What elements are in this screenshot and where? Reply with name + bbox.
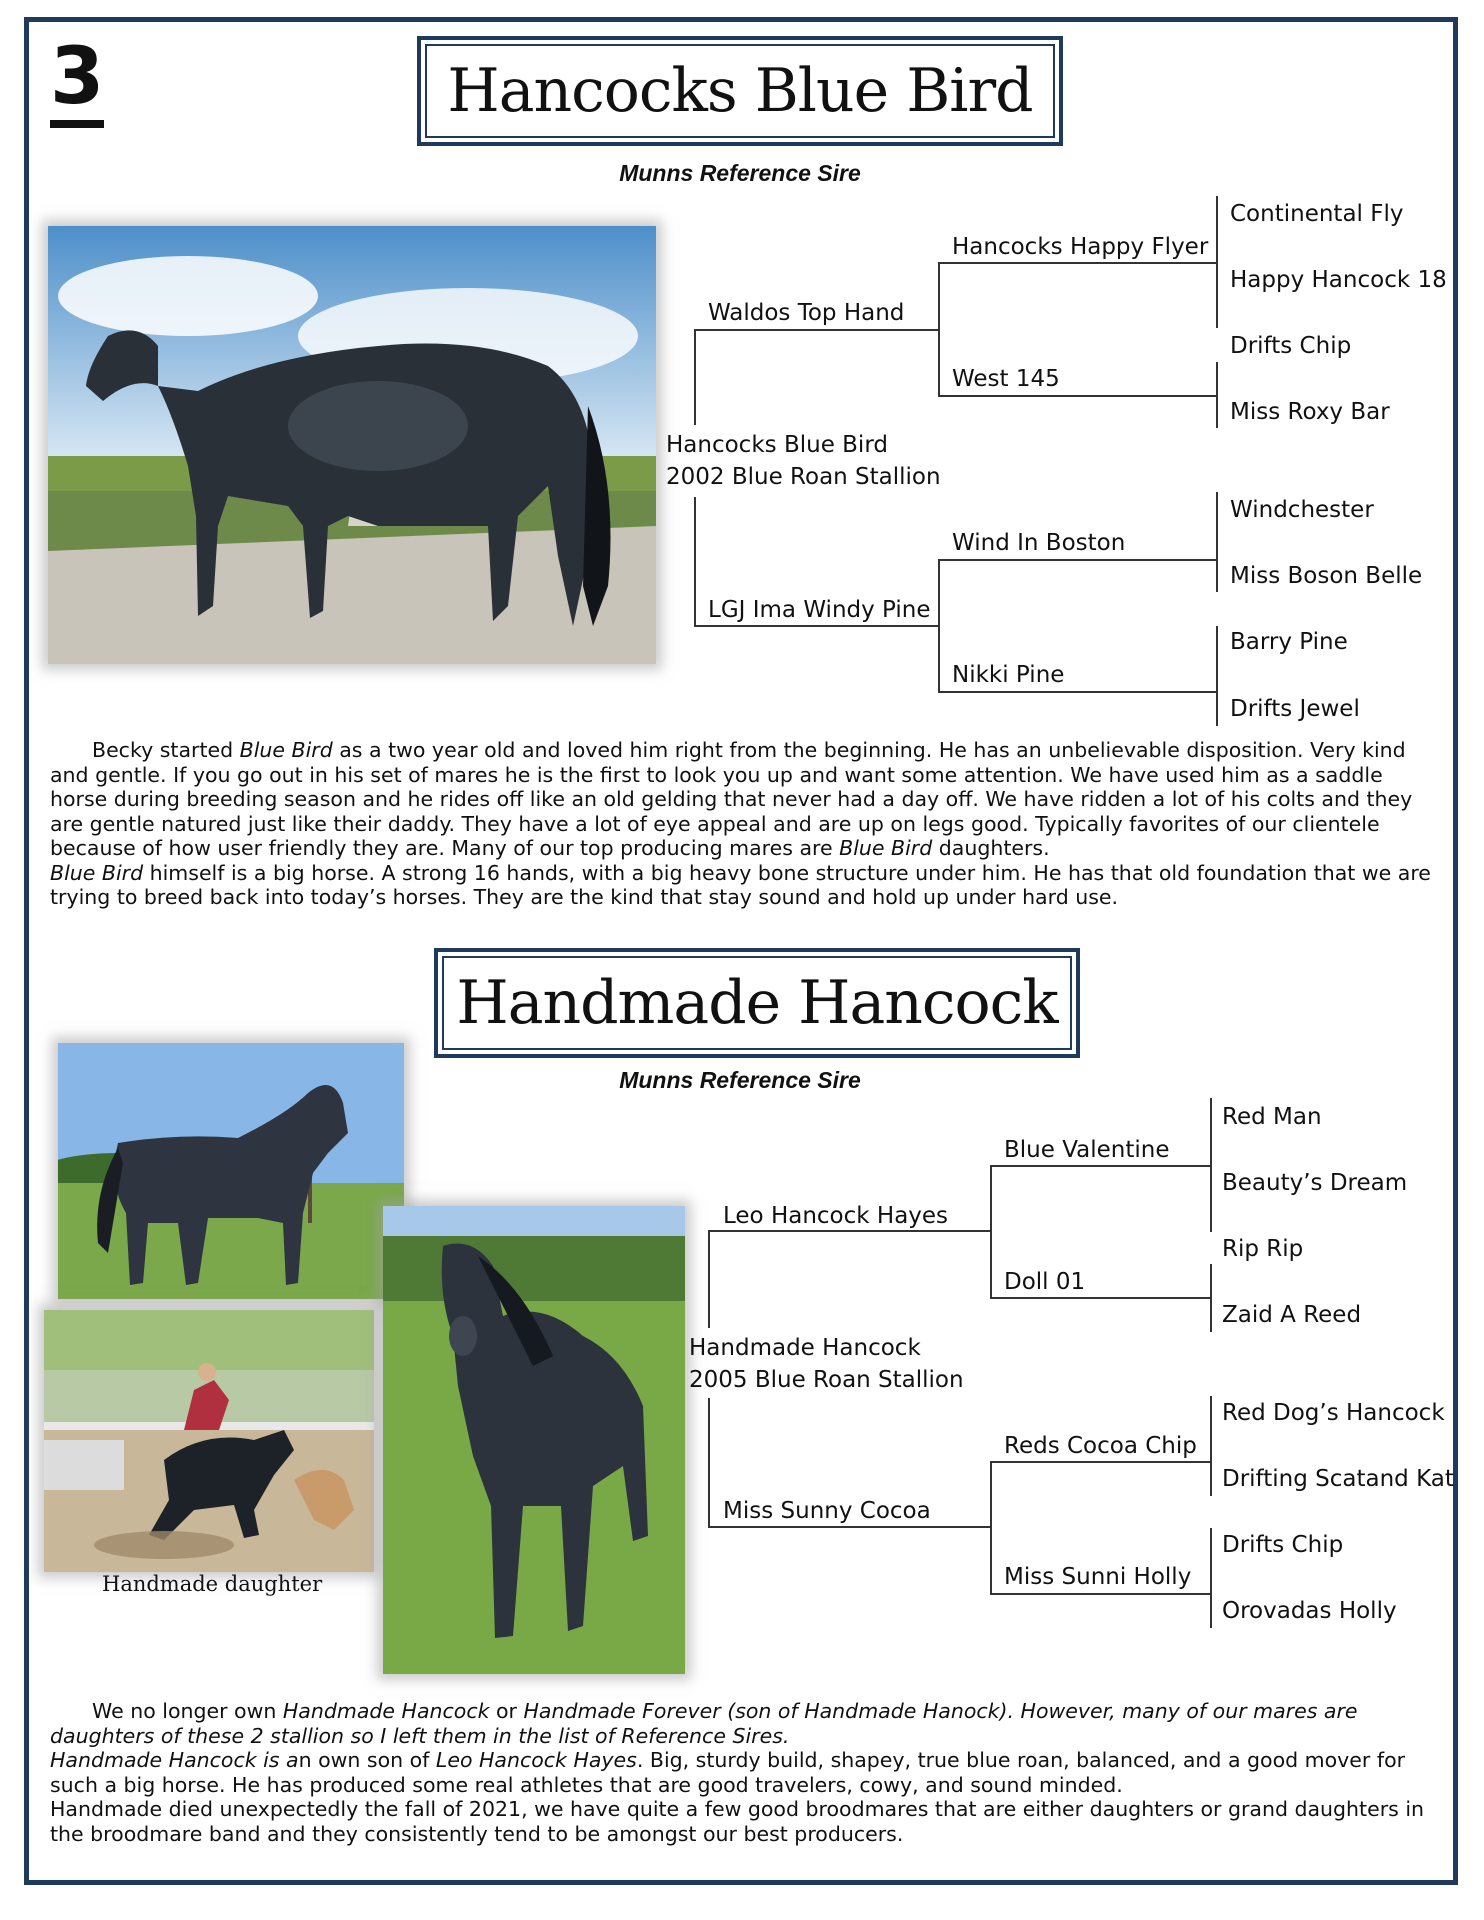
sire-name: Leo Hancock Hayes — [723, 1203, 949, 1229]
ancestor-7: Drifts Chip — [1222, 1532, 1344, 1558]
sire-sire-name: Hancocks Happy Flyer — [952, 234, 1209, 260]
ancestor-1: Continental Fly — [1230, 201, 1404, 227]
dam-sire-line — [990, 1461, 1210, 1463]
italic-horse-name: Blue Bird — [50, 860, 144, 885]
text-run: or — [489, 1699, 524, 1723]
handmade-hancock-photo-front — [383, 1206, 685, 1674]
italic-horse-name: Leo Hancock Hayes — [435, 1748, 637, 1772]
sire-dam-line — [938, 395, 1216, 397]
subject-description: 2005 Blue Roan Stallion — [689, 1367, 964, 1393]
text-run: We no longer own — [92, 1699, 283, 1723]
text-run: n own son of — [298, 1748, 436, 1772]
section1-subtitle: Munns Reference Sire — [619, 160, 861, 186]
subject-name: Hancocks Blue Bird — [666, 432, 888, 458]
section1-paragraph-1 — [50, 738, 1440, 861]
subject-description: 2002 Blue Roan Stallion — [666, 464, 941, 490]
sire-dam-name: Doll 01 — [1004, 1269, 1086, 1295]
sire-branch-vertical — [938, 262, 940, 396]
photo-caption: Handmade daughter — [102, 1572, 323, 1596]
g4-bracket — [1216, 626, 1218, 726]
sire-dam-line — [990, 1297, 1210, 1299]
hancocks-blue-bird-photo — [48, 226, 656, 664]
dam-dam-name: Miss Sunni Holly — [1004, 1564, 1192, 1590]
section1-title-box — [417, 36, 1063, 146]
dam-line — [708, 1526, 990, 1528]
sire-line — [694, 329, 938, 331]
g1-bracket — [1210, 1098, 1212, 1232]
sire-dam-name: West 145 — [952, 366, 1060, 392]
text-run: as a two year old and loved him right from the beginning. He has an unbelievable disposition. Very kind and gentle. If you go out in his set of mares he is the first to look you up and want some attention. We have used him as a saddle horse during breeding season and he rides off like an old gelding that never had a day off. We have ridden a lot of his colts and they are gentle natured just like their daddy. They have a lot of eye appeal and are up on legs good. Typically favorites of our clientele because of how user friendly they are. Many of our top producing mares are — [50, 738, 1413, 860]
ancestor-8: Drifts Jewel — [1230, 696, 1360, 722]
dam-name: LGJ Ima Windy Pine — [708, 597, 931, 623]
ancestor-5: Red Dog’s Hancock — [1222, 1400, 1445, 1426]
dam-branch-vertical — [990, 1461, 992, 1593]
dam-dam-name: Nikki Pine — [952, 662, 1065, 688]
italic-horse-name: Blue Bird — [239, 738, 333, 762]
italic-horse-name: Handmade Hancock — [282, 1699, 490, 1723]
section2-description — [50, 1699, 1440, 1846]
section1-description — [50, 738, 1440, 910]
ancestor-3: Rip Rip — [1222, 1236, 1304, 1262]
ancestor-1: Red Man — [1222, 1104, 1322, 1130]
sire-line — [708, 1230, 990, 1232]
ancestor-4: Zaid A Reed — [1222, 1302, 1362, 1328]
dam-branch-vertical — [938, 559, 940, 691]
dam-dam-line — [938, 691, 1216, 693]
dam-dam-line — [990, 1593, 1210, 1595]
handmade-hancock-photo-standing — [58, 1043, 404, 1299]
ancestor-6: Drifting Scatand Kat — [1222, 1466, 1454, 1492]
section1-title: Hancocks Blue Bird — [425, 44, 1055, 138]
sire-branch-vertical — [990, 1165, 992, 1297]
dam-name: Miss Sunny Cocoa — [723, 1498, 931, 1524]
sire-name: Waldos Top Hand — [708, 300, 905, 326]
section2-subtitle: Munns Reference Sire — [619, 1067, 861, 1093]
g3-bracket — [1216, 492, 1218, 592]
section2-title: Handmade Hancock — [442, 956, 1072, 1050]
sire-vertical-line — [694, 329, 696, 425]
section2-title-box — [434, 948, 1080, 1058]
dam-vertical-line — [708, 1398, 710, 1526]
italic-horse-name: Handmade Hancock is a — [50, 1748, 299, 1772]
g2-bracket — [1216, 362, 1218, 428]
handmade-daughter-photo — [44, 1310, 374, 1572]
dam-vertical-line — [694, 497, 696, 625]
subject-name: Handmade Hancock — [689, 1335, 921, 1361]
text-run: . Big, sturdy build, shapey, true blue roan, balanced, and a good mover for such a big horse. He has produced some real athletes that are good travelers, cowy, and sound minded. — [50, 1748, 1406, 1797]
dam-sire-line — [938, 559, 1216, 561]
sire-vertical-line — [708, 1230, 710, 1328]
sire-sire-line — [990, 1165, 1210, 1167]
ancestor-2: Beauty’s Dream — [1222, 1170, 1408, 1196]
g4-bracket — [1210, 1528, 1212, 1628]
section2-paragraph-3: Handmade died unexpectedly the fall of 2021, we have quite a few good broodmares that are either daughters or grand daughters in the broodmare band and they consistently tend to be amongst our best producers. — [50, 1797, 1425, 1846]
italic-horse-name: Blue Bird — [839, 836, 933, 860]
ancestor-4: Miss Roxy Bar — [1230, 399, 1390, 425]
section2-paragraph-1 — [50, 1699, 1440, 1748]
sire-sire-line — [938, 262, 1216, 264]
text-run: daughters. — [932, 836, 1050, 860]
g1-bracket — [1216, 196, 1218, 328]
ancestor-3: Drifts Chip — [1230, 333, 1352, 359]
page-number: 3 — [50, 38, 104, 128]
section1-paragraph-2 — [50, 861, 1440, 910]
text-run: Becky started — [92, 738, 240, 762]
dam-sire-name: Reds Cocoa Chip — [1004, 1433, 1197, 1459]
g3-bracket — [1210, 1396, 1212, 1496]
section2-paragraph-2 — [50, 1748, 1440, 1797]
dam-sire-name: Wind In Boston — [952, 530, 1126, 556]
italic-text-run: Handmade Forever (son of Handmade Hanock). However, many of our mares are daughters of these 2 stallion so I left them in the list of Reference Sires. — [50, 1699, 1358, 1748]
ancestor-5: Windchester — [1230, 497, 1374, 523]
ancestor-8: Orovadas Holly — [1222, 1598, 1397, 1624]
g2-bracket — [1210, 1264, 1212, 1332]
ancestor-2: Happy Hancock 18 — [1230, 267, 1447, 293]
sire-sire-name: Blue Valentine — [1004, 1137, 1170, 1163]
ancestor-6: Miss Boson Belle — [1230, 563, 1423, 589]
dam-line — [694, 625, 938, 627]
ancestor-7: Barry Pine — [1230, 629, 1348, 655]
text-run: himself is a big horse. A strong 16 hands, with a big heavy bone structure under him. He has that old foundation that we are trying to breed back into today’s horses. They are the kind that stay sound and hold up under hard use. — [50, 860, 1431, 909]
